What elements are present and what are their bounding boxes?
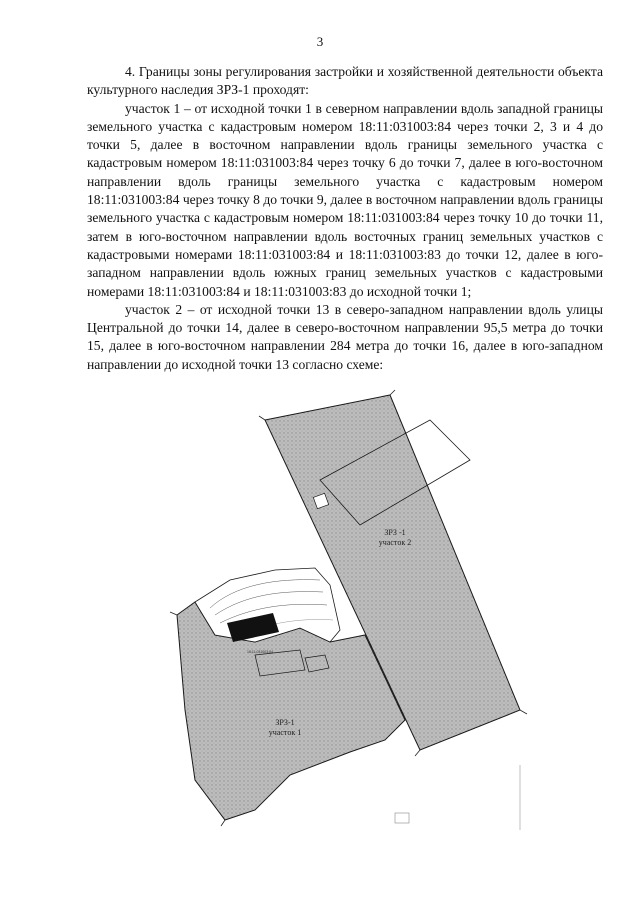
zone-sublabel-plot-1: участок 1: [268, 728, 302, 737]
cadastre-label: 18:11:031003:84: [247, 650, 274, 654]
document-body: [87, 63, 603, 374]
paragraph-plot-1: участок 1 – от исходной точки 1 в северном направлении вдоль западной границы земельного участка с кадастровым номером 18:11:031003:84 через точки 2, 3 и 4 до точки 5, далее в восточном направлении вдоль границы земельного участка с кадастровым номером 18:11:031003:84 через точку 6 до точки 7, далее в юго-восточном направлении вдоль границы земельного участка с кадастровым номером 18:11:031003:84 через точку 8 до точки 9, далее в восточном направлении вдоль границы земельного участка с кадастровым номером 18:11:031003:84 через точку 10 до точки 11, затем в юго-восточном направлении вдоль восточных границ земельных участков с кадастровыми номерами 18:11:031003:84 и 18:11:031003:83 до точки 12, далее в юго-западном направлении вдоль южных границ земельных участков с кадастровыми номерами 18:11:031003:84 и 18:11:031003:83 до исходной точки 1;: [87, 100, 603, 299]
zone-scheme: [155, 380, 545, 850]
zone-label-plot-1: ЗРЗ-1: [275, 718, 295, 727]
zone-sublabel-plot-2: участок 2: [378, 538, 412, 547]
page-number: 3: [316, 34, 324, 49]
paragraph-plot-2: участок 2 – от исходной точки 13 в северо-западном направлении вдоль улицы Центральной до точки 14, далее в северо-восточном направлении 95,5 метра до точки 15, далее в юго-восточном направлении 284 метра до точки 16, далее в юго-западном направлении до исходной точки 13 согласно схеме:: [87, 301, 603, 372]
section-heading: 4. Границы зоны регулирования застройки и хозяйственной деятельности объекта культурного наследия ЗРЗ-1 проходят:: [87, 64, 603, 98]
zone-label-plot-2: ЗРЗ -1: [384, 528, 406, 537]
